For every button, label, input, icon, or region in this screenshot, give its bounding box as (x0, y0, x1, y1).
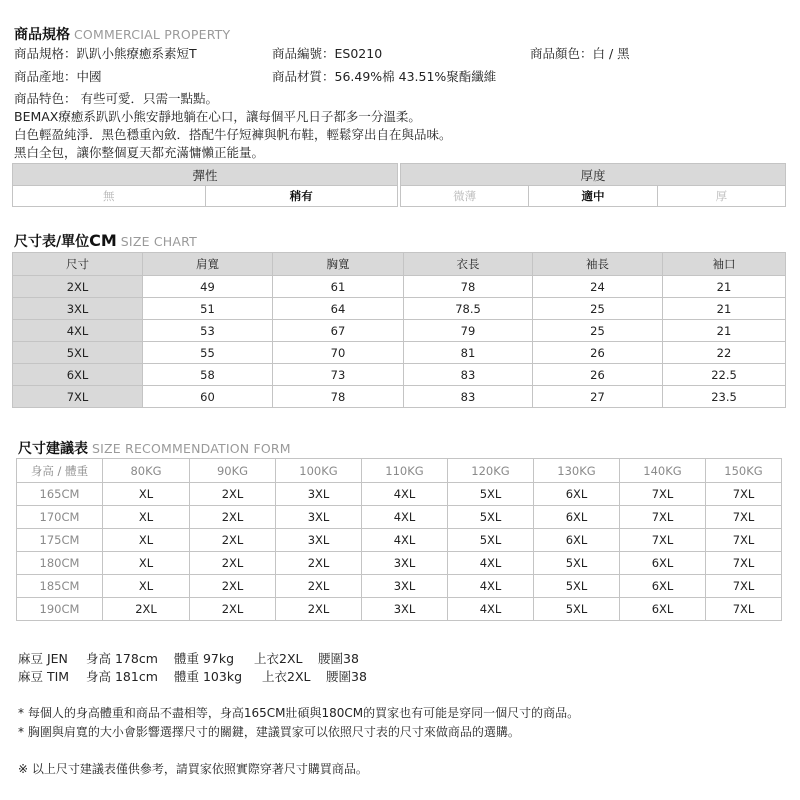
cuff-cell: 21 (663, 276, 786, 298)
size-cell: 7XL (706, 506, 782, 529)
size-chart-row (13, 276, 786, 298)
elasticity-option-slight: 稍有 (205, 186, 398, 207)
length-cell: 83 (404, 386, 533, 408)
sleeve-length-cell: 24 (533, 276, 663, 298)
weight-header: 100KG (276, 459, 362, 483)
size-cell: 5XL (448, 483, 534, 506)
size-chart-header: 袖長 (533, 253, 663, 276)
size-chart-header: 衣長 (404, 253, 533, 276)
model-jen (18, 649, 359, 667)
weight-header: 90KG (190, 459, 276, 483)
size-cell: 2XL (190, 483, 276, 506)
size-cell: 6XL (534, 529, 620, 552)
sleeve-length-cell: 26 (533, 364, 663, 386)
recommendation-row (17, 483, 782, 506)
size-cell: XL (103, 552, 190, 575)
thickness-option-thick: 厚 (657, 186, 785, 207)
weight-header: 110KG (362, 459, 448, 483)
size-cell: 7XL (706, 575, 782, 598)
size-cell: 5XL (534, 575, 620, 598)
height-cell: 190CM (17, 598, 103, 621)
size-chart-row (13, 320, 786, 342)
size-cell: 2XL (190, 529, 276, 552)
recommendation-header-row (17, 459, 782, 483)
chest-cell: 64 (273, 298, 404, 320)
size-chart-row (13, 298, 786, 320)
size-cell: 4XL (448, 575, 534, 598)
height-cell: 175CM (17, 529, 103, 552)
weight-header: 150KG (706, 459, 782, 483)
cuff-cell: 21 (663, 320, 786, 342)
recommendation-row (17, 598, 782, 621)
size-cell: 6XL (620, 575, 706, 598)
size-cell: 2XL (190, 506, 276, 529)
recommendation-row (17, 506, 782, 529)
size-cell: 2XL (103, 598, 190, 621)
spec-desc-2: 白色輕盈純淨．黑色穩重內斂．搭配牛仔短褲與帆布鞋，輕鬆穿出自在與品味。 (14, 127, 452, 142)
size-chart-title-en: SIZE CHART (120, 234, 197, 249)
size-chart-header: 肩寬 (143, 253, 273, 276)
size-chart-unit: CM (89, 231, 117, 250)
chest-cell: 67 (273, 320, 404, 342)
spec-feature: 商品特色： 有些可愛．只需一點點。 (14, 91, 218, 106)
size-chart-row (13, 342, 786, 364)
size-cell: XL (103, 529, 190, 552)
size-cell: 4XL (362, 483, 448, 506)
size-cell: 2XL (276, 598, 362, 621)
spec-title-en: COMMERCIAL PROPERTY (74, 27, 231, 42)
size-cell: 3XL (362, 552, 448, 575)
size-cell: XL (103, 483, 190, 506)
size-cell: 5XL (534, 598, 620, 621)
thickness-label: 厚度 (401, 164, 786, 186)
size-cell: 7XL (706, 483, 782, 506)
cuff-cell: 21 (663, 298, 786, 320)
spec-color: 商品顏色：白 / 黑 (530, 46, 630, 61)
size-cell: 2XL (276, 575, 362, 598)
length-cell: 78 (404, 276, 533, 298)
note-2: * 胸圍與肩寬的大小會影響選擇尺寸的關鍵，建議買家可以依照尺寸表的尺寸來做商品的選購。 (18, 725, 520, 739)
thickness-table (400, 163, 786, 207)
size-cell: 4XL (13, 320, 143, 342)
length-cell: 83 (404, 364, 533, 386)
elasticity-label: 彈性 (13, 164, 398, 186)
size-cell: 5XL (448, 529, 534, 552)
spec-desc-3: 黑白全包，讓你整個夏天都充滿慵懶正能量。 (14, 145, 265, 160)
size-cell: 3XL (276, 529, 362, 552)
spec-name: 商品規格：趴趴小熊療癒系素短T (14, 46, 197, 61)
model-top-size: 上衣2XL (254, 651, 303, 666)
size-cell: 4XL (448, 598, 534, 621)
height-cell: 180CM (17, 552, 103, 575)
size-chart-row (13, 364, 786, 386)
size-cell: 4XL (362, 506, 448, 529)
elasticity-table (12, 163, 398, 207)
model-waist: 腰圍38 (318, 651, 359, 666)
shoulder-cell: 55 (143, 342, 273, 364)
chest-cell: 78 (273, 386, 404, 408)
size-chart-header: 袖口 (663, 253, 786, 276)
model-waist: 腰圍38 (326, 669, 367, 684)
size-cell: 7XL (13, 386, 143, 408)
spec-desc-1: BEMAX療癒系趴趴小熊安靜地躺在心口，讓每個平凡日子都多一分溫柔。 (14, 109, 421, 124)
size-cell: 5XL (448, 506, 534, 529)
disclaimer: ※ 以上尺寸建議表僅供參考，請買家依照實際穿著尺寸購買商品。 (18, 762, 368, 776)
size-cell: 6XL (534, 483, 620, 506)
size-cell: 7XL (620, 483, 706, 506)
shoulder-cell: 60 (143, 386, 273, 408)
size-chart-header-row (13, 253, 786, 276)
size-cell: 3XL (13, 298, 143, 320)
size-cell: 3XL (276, 483, 362, 506)
size-cell: 4XL (448, 552, 534, 575)
cuff-cell: 22.5 (663, 364, 786, 386)
size-chart-row (13, 386, 786, 408)
size-cell: 7XL (706, 598, 782, 621)
model-weight: 體重 103kg (174, 669, 243, 684)
size-chart-title-text: 尺寸表/單位 (14, 234, 90, 250)
thickness-option-thin: 微薄 (401, 186, 529, 207)
model-top-size: 上衣2XL (262, 669, 311, 684)
elasticity-option-none: 無 (13, 186, 206, 207)
height-cell: 165CM (17, 483, 103, 506)
weight-header: 130KG (534, 459, 620, 483)
size-cell: XL (103, 575, 190, 598)
cuff-cell: 22 (663, 342, 786, 364)
note-1: * 每個人的身高體重和商品不盡相等，身高165CM壯碩與180CM的買家也有可能是穿同一個尺寸的商品。 (18, 706, 580, 720)
size-cell: 5XL (13, 342, 143, 364)
size-chart-header: 尺寸 (13, 253, 143, 276)
recommendation-table (16, 458, 782, 621)
size-cell: 6XL (620, 598, 706, 621)
chest-cell: 61 (273, 276, 404, 298)
size-cell: 3XL (276, 506, 362, 529)
cuff-cell: 23.5 (663, 386, 786, 408)
length-cell: 81 (404, 342, 533, 364)
height-cell: 185CM (17, 575, 103, 598)
size-cell: 3XL (362, 598, 448, 621)
height-cell: 170CM (17, 506, 103, 529)
model-height: 身高 178cm (86, 651, 158, 666)
spec-title: 商品規格 (14, 27, 70, 43)
spec-code: 商品編號：ES0210 (272, 46, 383, 61)
sleeve-length-cell: 25 (533, 298, 663, 320)
size-cell: 7XL (620, 529, 706, 552)
recommendation-row (17, 575, 782, 598)
size-chart-title (14, 231, 197, 251)
size-chart-header: 胸寬 (273, 253, 404, 276)
size-cell: 6XL (534, 506, 620, 529)
size-cell: 7XL (706, 529, 782, 552)
shoulder-cell: 51 (143, 298, 273, 320)
size-cell: 7XL (620, 506, 706, 529)
size-cell: 2XL (190, 552, 276, 575)
size-chart-table (12, 252, 786, 408)
spec-section-title (14, 24, 230, 44)
size-cell: 2XL (276, 552, 362, 575)
model-tim (18, 667, 367, 685)
size-cell: 5XL (534, 552, 620, 575)
recommendation-title-en: SIZE RECOMMENDATION FORM (92, 441, 291, 456)
recommendation-corner: 身高 / 體重 (17, 459, 103, 483)
size-cell: 2XL (190, 575, 276, 598)
chest-cell: 73 (273, 364, 404, 386)
sleeve-length-cell: 27 (533, 386, 663, 408)
size-cell: 7XL (706, 552, 782, 575)
spec-material: 商品材質：56.49%棉 43.51%聚酯纖維 (272, 69, 497, 84)
recommendation-title-text: 尺寸建議表 (18, 441, 88, 457)
size-cell: 3XL (362, 575, 448, 598)
size-cell: 4XL (362, 529, 448, 552)
chest-cell: 70 (273, 342, 404, 364)
recommendation-row (17, 529, 782, 552)
model-height: 身高 181cm (86, 669, 158, 684)
size-cell: 2XL (190, 598, 276, 621)
recommendation-row (17, 552, 782, 575)
sleeve-length-cell: 26 (533, 342, 663, 364)
weight-header: 120KG (448, 459, 534, 483)
thickness-option-medium: 適中 (529, 186, 657, 207)
recommendation-title (18, 438, 291, 458)
shoulder-cell: 58 (143, 364, 273, 386)
size-cell: 2XL (13, 276, 143, 298)
spec-origin: 商品產地：中國 (14, 69, 102, 84)
size-cell: 6XL (13, 364, 143, 386)
sleeve-length-cell: 25 (533, 320, 663, 342)
model-name: 麻豆 JEN (18, 651, 68, 666)
length-cell: 78.5 (404, 298, 533, 320)
shoulder-cell: 49 (143, 276, 273, 298)
model-name: 麻豆 TIM (18, 669, 70, 684)
weight-header: 140KG (620, 459, 706, 483)
shoulder-cell: 53 (143, 320, 273, 342)
length-cell: 79 (404, 320, 533, 342)
weight-header: 80KG (103, 459, 190, 483)
size-cell: XL (103, 506, 190, 529)
size-cell: 6XL (620, 552, 706, 575)
model-weight: 體重 97kg (174, 651, 235, 666)
